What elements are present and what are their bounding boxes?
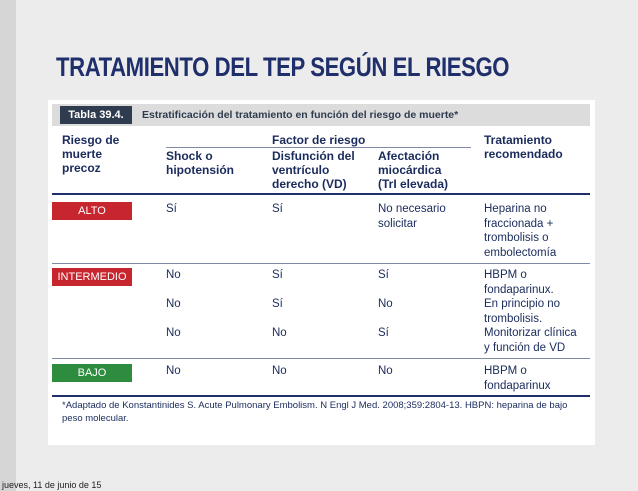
header-myocardial [378,149,448,191]
footnote-line: *Adaptado de Konstantinides S. Acute Pulmonary Embolism. N Engl J Med. 2008;359:2804-13. HBPN: heparina de bajo [62,400,568,411]
table-cell-line: fraccionada + [484,217,554,230]
table-cell-line: trombolisis. [484,312,543,325]
risk-label-text: BAJO [77,367,107,379]
slide-title: TRATAMIENTO DEL TEP SEGÚN EL RIESGO [56,52,510,82]
row-divider [52,358,590,359]
table-cell-line: fondaparinux [484,379,551,392]
header-divider [52,193,590,195]
header-treatment-line: Tratamiento [484,133,553,147]
header-risk-line: Riesgo de [62,133,120,147]
table-cell: Sí [272,269,283,281]
header-dysfunction [272,149,355,191]
table-cell-line: En principio no [484,298,561,310]
table-cell-line: Heparina no [484,203,547,215]
risk-label-text: ALTO [78,205,106,217]
row-divider [52,263,590,264]
slide-left-bar [0,0,16,491]
table-cell-line: y función de VD [484,341,566,354]
table-cell: Sí [272,298,283,310]
table-bottom-divider [52,395,590,397]
table-cell: Sí [378,327,389,339]
header-dysfunction-line: Disfunción del [272,149,355,163]
table-cell: No [272,365,287,377]
header-treatment [484,133,563,161]
table-cell: No [272,327,287,339]
risk-label-text: INTERMEDIO [57,271,127,283]
table-footnote [62,400,582,425]
table-cell [378,202,446,231]
table-cell [484,202,556,260]
table-caption-bar [52,104,590,126]
header-risk-line: muerte [62,147,103,161]
table-cell-line: solicitar [378,217,417,230]
table-cell-line: Monitorizar clínica [484,327,577,339]
table-cell-line: trombolisis o [484,232,549,244]
table-cell-line: embolectomía [484,246,557,259]
header-dysfunction-line: ventrículo [272,163,330,177]
table-cell: No [378,298,393,310]
header-treatment-line: recomendado [484,147,563,161]
table-caption: Estratificación del tratamiento en función del riesgo de muerte* [142,109,459,121]
header-dysfunction-line: derecho (VD) [272,177,347,191]
table-cell: Sí [272,203,283,215]
header-myocardial-line: Afectación [378,149,440,163]
header-myocardial-line: (TrI elevada) [378,177,449,191]
risk-label-alto [52,202,132,220]
table-cell [484,297,560,326]
risk-label-intermedio [52,268,132,286]
status-date: jueves, 11 de junio de 15 [2,480,102,490]
table-cell: No [166,298,181,310]
factor-group-divider [166,147,471,148]
table-cell [484,364,551,393]
table-cell [484,268,554,297]
table-cell: No [166,327,181,339]
table-cell [484,326,577,355]
header-factor-group: Factor de riesgo [272,133,366,147]
table-cell: Sí [378,269,389,281]
table-tag: Tabla 39.4. [60,106,132,124]
table-cell: No [378,365,393,377]
table-cell-line: HBPM o [484,269,527,281]
table-cell-line: No necesario [378,203,446,215]
header-shock [166,149,234,177]
risk-label-bajo [52,364,132,382]
header-risk [62,133,119,175]
table-card [48,100,595,445]
header-risk-line: precoz [62,161,101,175]
table-cell: No [166,269,181,281]
table-cell-line: HBPM o [484,365,527,377]
header-myocardial-line: miocárdica [378,163,442,177]
table-cell-line: fondaparinux. [484,283,554,296]
table-cell: No [166,365,181,377]
table-cell: Sí [166,203,177,215]
header-shock-line: Shock o [166,149,213,163]
footnote-line: peso molecular. [62,412,129,424]
header-shock-line: hipotensión [166,163,234,177]
